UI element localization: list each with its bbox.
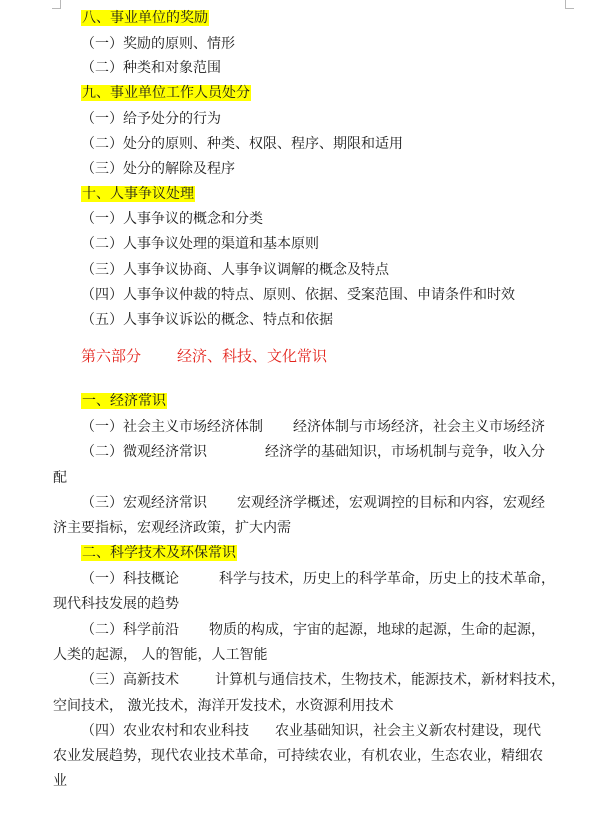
page-corner-mark: [52, 0, 61, 9]
topic-line-wrap: 人类的起源， 人的智能，人工智能: [53, 647, 268, 663]
outline-item: （一）人事争议的概念和分类: [81, 211, 263, 227]
topic-line: （二）科学前沿 物质的构成，宇宙的起源，地球的起源，生命的起源，: [81, 622, 545, 638]
topic-line-wrap: 空间技术， 激光技术，海洋开发技术，水资源利用技术: [53, 698, 394, 714]
outline-item: （三）处分的解除及程序: [81, 161, 235, 177]
outline-item: （二）人事争议处理的渠道和基本原则: [81, 236, 319, 252]
section-heading: 一、经济常识: [82, 393, 166, 409]
topic-line-wrap: 农业发展趋势，现代农业技术革命，可持续农业，有机农业，生态农业，精细农: [53, 748, 543, 764]
page-corner-mark: [565, 0, 574, 9]
outline-item: （四）人事争议仲裁的特点、原则、依据、受案范围、申请条件和时效: [81, 287, 515, 303]
part-topic: 经济、科技、文化常识: [177, 347, 328, 365]
topic-line: （二）微观经济常识 经济学的基础知识，市场机制与竞争，收入分: [81, 444, 545, 460]
outline-item: （一）给予处分的行为: [81, 111, 221, 127]
part-number: 第六部分: [81, 347, 142, 365]
topic-line-wrap: 配: [53, 470, 67, 486]
outline-item: （二）种类和对象范围: [81, 60, 221, 76]
topic-line: （一）社会主义市场经济体制 经济体制与市场经济，社会主义市场经济: [81, 419, 545, 435]
topic-line: （四）农业农村和农业科技 农业基础知识，社会主义新农村建设，现代: [81, 723, 541, 739]
topic-line: （一）科技概论 科学与技术，历史上的科学革命，历史上的技术革命，: [81, 571, 555, 587]
outline-item: （三）人事争议协商、人事争议调解的概念及特点: [81, 262, 389, 278]
topic-line-wrap: 现代科技发展的趋势: [53, 596, 179, 612]
topic-line-wrap: 济主要指标，宏观经济政策，扩大内需: [53, 520, 291, 536]
section-heading: 九、事业单位工作人员处分: [82, 85, 250, 101]
section-heading: 八、事业单位的奖励: [82, 10, 208, 26]
outline-item: （五）人事争议诉讼的概念、特点和依据: [81, 312, 333, 328]
outline-item: （一）奖励的原则、情形: [81, 36, 235, 52]
part-title: [81, 346, 327, 366]
topic-line-wrap: 业: [53, 773, 67, 789]
topic-line: （三）宏观经济常识 宏观经济学概述，宏观调控的目标和内容，宏观经: [81, 495, 545, 511]
topic-line: （三）高新技术 计算机与通信技术，生物技术，能源技术，新材料技术，: [81, 672, 565, 688]
outline-item: （二）处分的原则、种类、权限、程序、期限和适用: [81, 136, 403, 152]
section-heading: 二、科学技术及环保常识: [82, 545, 236, 561]
section-heading: 十、人事争议处理: [82, 186, 194, 202]
